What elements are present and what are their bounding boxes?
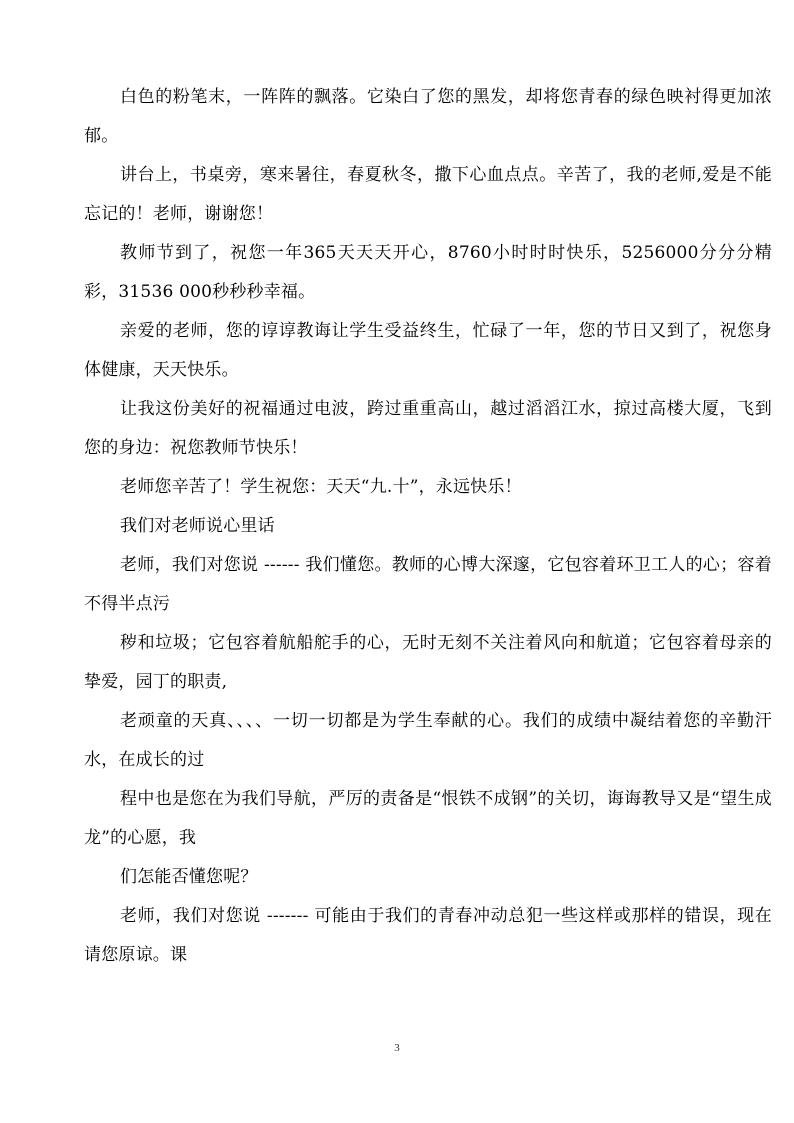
paragraph: 程中也是您在为我们导航，严厉的责备是“恨铁不成钢”的关切，诲诲教导又是“望生成龙”的心愿，我 bbox=[84, 789, 772, 848]
paragraph: 教师节到了，祝您一年365天天天开心，8760小时时时快乐，5256000分分分精彩，31536 000秒秒秒幸福。 bbox=[84, 243, 772, 302]
paragraph: 老师，我们对您说 ------- 可能由于我们的青春冲动总犯一些这样或那样的错误，现在请您原谅。课 bbox=[84, 906, 772, 965]
paragraph: 老师您辛苦了！学生祝您：天天“九.十”，永远快乐！ bbox=[120, 477, 522, 497]
paragraph: 亲爱的老师，您的谆谆教诲让学生受益终生，忙碌了一年，您的节日又到了，祝您身体健康，天天快乐。 bbox=[84, 321, 772, 380]
paragraph: 让我这份美好的祝福通过电波，跨过重重高山，越过滔滔江水，掠过高楼大厦，飞到您的身边：祝您教师节快乐！ bbox=[84, 399, 772, 458]
paragraph: 们怎能否懂您呢？ bbox=[120, 867, 258, 887]
document-body bbox=[84, 78, 772, 975]
paragraph: 白色的粉笔末，一阵阵的飘落。它染白了您的黑发，却将您青春的绿色映衬得更加浓郁。 bbox=[84, 87, 772, 146]
paragraph: 讲台上，书桌旁，寒来暑往，春夏秋冬，撒下心血点点。辛苦了，我的老师,爱是不能忘记的！老师，谢谢您！ bbox=[84, 165, 772, 224]
section-heading: 我们对老师说心里话 bbox=[120, 516, 275, 536]
paragraph: 秽和垃圾；它包容着航船舵手的心，无时无刻不关注着风向和航道；它包容着母亲的挚爱，园丁的职责, bbox=[84, 633, 772, 692]
page-number: 3 bbox=[394, 1042, 400, 1054]
paragraph: 老师，我们对您说 ------ 我们懂您。教师的心博大深邃，它包容着环卫工人的心；容着不得半点污 bbox=[84, 555, 772, 614]
paragraph: 老顽童的天真、、、、一切一切都是为学生奉献的心。我们的成绩中凝结着您的辛勤汗水，在成长的过 bbox=[84, 711, 772, 770]
